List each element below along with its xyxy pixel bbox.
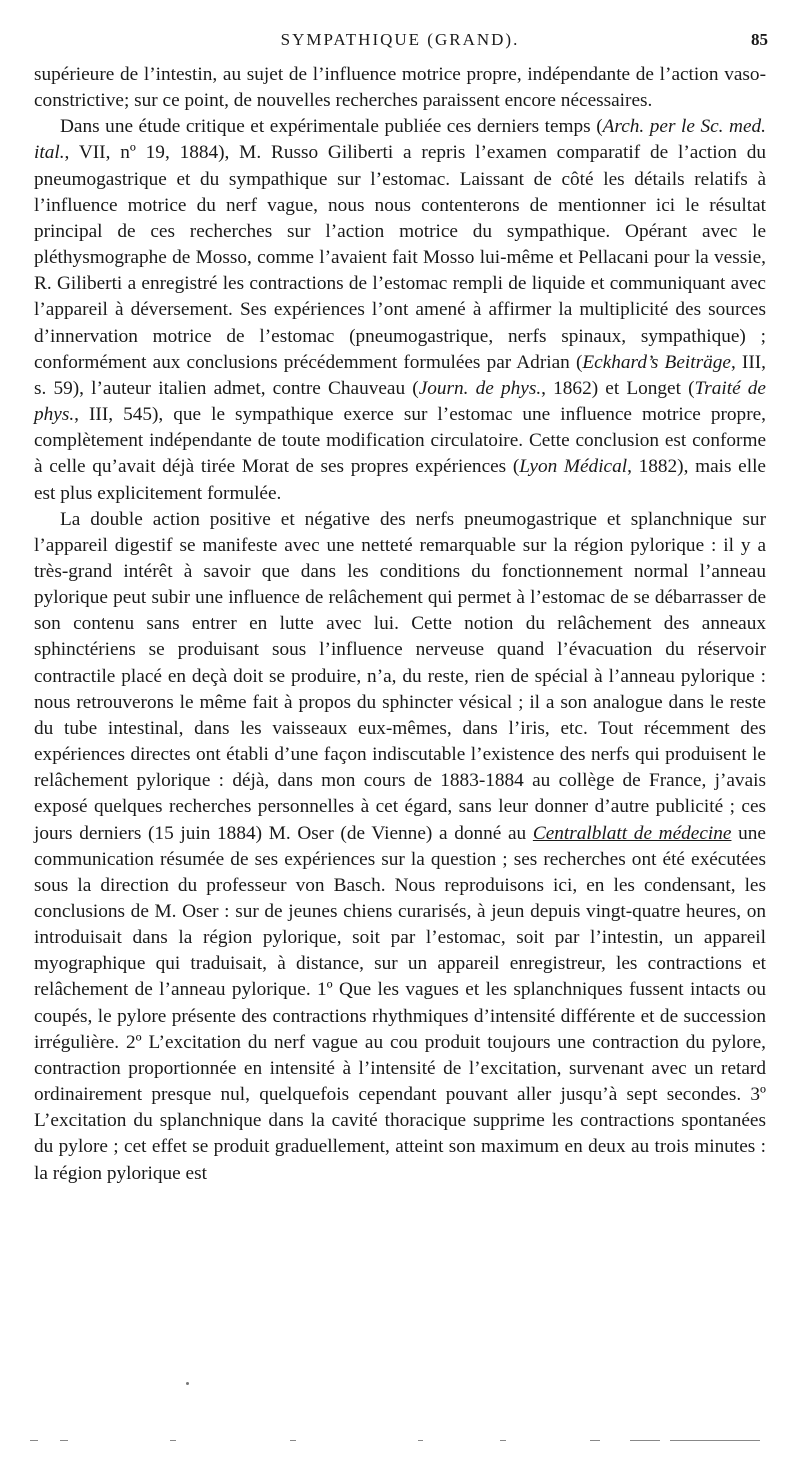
paragraph-continuation — [34, 62, 766, 114]
text-run: , VII, nº 19, 1884), M. Russo Giliberti a repris l’examen comparatif de l’action du pneumogastrique et du sympathique sur l’estomac. Laissant de côté les détails relatifs à l’influence motrice du nerf vague, nous nous contenterons de mentionner ici le résultat principal de ces recherches sur l’action motrice du sympathique. Opérant avec le pléthysmographe de Mosso, comme l’avaient fait Mosso lui-même et Pellacani pour la vessie, R. Giliberti a enregistré les contractions de l’estomac rempli de liquide et communiquant avec l’appareil à déversement. Ses expériences l’ont amené à affirmer la multiplicité des sources d’innervation motrice de l’estomac (pneumogastrique, nerfs spinaux, sympathique) ; conformément aux conclusions précédemment formulées par Adrian ( — [34, 142, 766, 373]
text-run: , III, s. 59), l’auteur italien admet, contre Chauveau ( — [34, 351, 766, 399]
paragraph-pylorique — [34, 507, 766, 1187]
running-title: SYMPATHIQUE (GRAND). — [280, 30, 520, 49]
italic-citation: Journ. de phys. — [418, 377, 542, 399]
text-run: supérieure de l’intestin, au sujet de l’influence motrice propre, indépendante de l’action vaso-constrictive; sur ce point, de nouvelles recherches paraissent encore nécessaires. — [34, 64, 766, 112]
text-run: , 1862) et Longet ( — [541, 377, 695, 399]
text-run: , 1882), mais elle est plus explicitement formulée. — [34, 456, 766, 504]
page-header — [32, 30, 768, 56]
paragraph-russo-giliberti — [34, 114, 766, 506]
print-speck — [186, 1382, 189, 1385]
italic-citation: Traité de phys. — [34, 377, 766, 426]
text-run: La double action positive et négative des nerfs pneumogastrique et splanchnique sur l’appareil digestif se manifeste avec une netteté remarquable sur la région pylorique : il y a très-grand intérêt à savoir que dans les conditions du fonctionnement normal l’anneau pylorique peut subir une influence de relâchement qui permet à l’estomac de se débarrasser de son contenu sans entrer en lutte avec lui. Cette notion du relâchement des anneaux sphinctériens se produisant sous l’influence nerveuse quand l’évacuation du réservoir contractile placé en deçà doit se produire, n’a, du reste, rien de spécial à l’anneau pylorique : nous retrouverons le même fait à propos du sphincter vésical ; il a son analogue dans le reste du tube intestinal, dans les vaisseaux eux-mêmes, dans l’iris, etc. Tout récemment des expériences directes ont établi d’une façon indiscutable l’existence des nerfs qui produisent le relâchement pylorique : déjà, dans mon cours de 1883-1884 au collège de France, j’avais exposé quelques recherches personnelles à cet égard, sans leur donner d’autre publicité ; ces jours derniers (15 juin 1884) M. Oser (de Vienne) a donné au — [34, 508, 766, 844]
text-run: une communication résumée de ses expériences sur la question ; ses recherches ont été exécutées sous la direction du professeur von Basch. Nous reproduisons ici, en les condensant, les conclusions de M. Oser : sur de jeunes chiens curarisés, à jeun depuis vingt-quatre heures, on introduisait dans la région pylorique, soit par l’estomac, soit par l’intestin, un appareil myographique qui traduisait, à distance, sur un appareil enregistreur, les contractions et relâchement de l’anneau pylorique. 1º Que les vagues et les splanchniques fussent intacts ou coupés, le pylore présente des contractions rhythmiques d’intensité différente et de succession irrégulière. 2º L’excitation du nerf vague au cou produit toujours une contraction du pylore, contraction proportionnée en intensité à l’intensité de l’excitation, survenant avec un retard ordinairement presque nul, quelquefois cependant pouvant aller jusqu’à sept secondes. 3º L’excitation du splanchnique dans la cavité thoracique supprime les contractions spontanées du pylore ; cet effet se produit graduellement, atteint son maximum en deux au trois minutes : la région pylorique est — [34, 822, 766, 1184]
body-text — [34, 62, 766, 1187]
text-run: Dans une étude critique et expérimentale publiée ces derniers temps ( — [60, 116, 603, 138]
italic-citation: Arch. per le Sc. med. ital. — [34, 116, 766, 164]
bottom-rule-marks — [30, 1436, 770, 1446]
italic-citation: Eckhard’s Beiträge — [582, 351, 731, 373]
text-run: , III, 545), que le sympathique exerce sur l’estomac une influence motrice propre, complètement indépendante de toute modification circulatoire. Cette conclusion est conforme à celle qu’avait déjà tirée Morat de ses propres expériences ( — [34, 404, 766, 478]
italic-citation: Lyon Médical — [519, 456, 628, 478]
italic-citation: Centralblatt de médecine — [532, 822, 732, 844]
page-number: 85 — [751, 30, 768, 49]
